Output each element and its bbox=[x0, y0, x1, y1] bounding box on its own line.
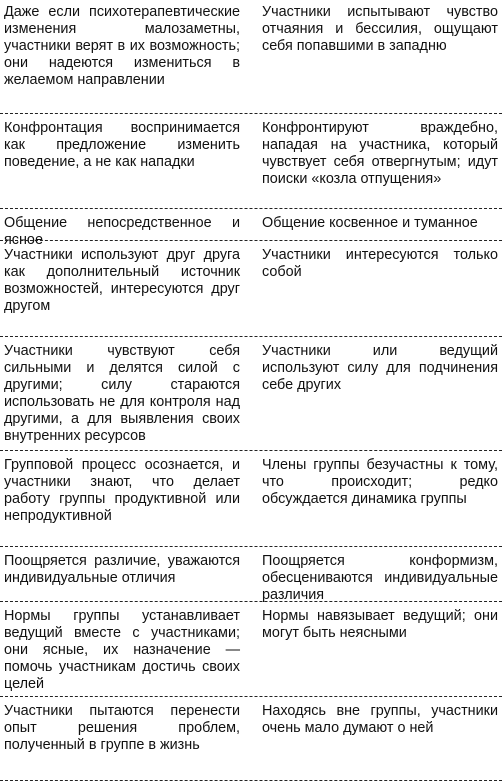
table-row bbox=[0, 114, 502, 209]
left-cell: Конфронтация воспринимается как предложение изменить поведение, а не как нападки bbox=[4, 120, 240, 170]
right-cell: Поощряется конформизм, обесцениваются индивидуальные различия bbox=[262, 553, 498, 603]
right-cell: Участники или ведущий используют силу для подчинения себе других bbox=[262, 343, 498, 393]
left-cell: Участники используют друг друга как дополнительный источник возможностей, интересуются друг другом bbox=[4, 247, 240, 314]
left-cell: Даже если психотерапевтические изменения малозаметны, участники верят в их возможность; они надеются измениться в желаемом направлении bbox=[4, 4, 240, 88]
right-cell: Члены группы безучастны к тому, что происходит; редко обсуждается динамика группы bbox=[262, 457, 498, 507]
left-cell: Участники чувствуют себя сильными и делятся силой с другими; силу стараются использовать не для контроля над другими, а для выявления своих внутренних ресурсов bbox=[4, 343, 240, 444]
table-row bbox=[0, 241, 502, 337]
table-row bbox=[0, 547, 502, 602]
right-cell: Находясь вне группы, участники очень мало думают о ней bbox=[262, 703, 498, 736]
table-row bbox=[0, 602, 502, 697]
right-cell: Конфронтируют враждебно, нападая на участника, который чувствует себя отвергнутым; идут поиски «козла отпущения» bbox=[262, 120, 498, 187]
table-row bbox=[0, 0, 502, 114]
table-row bbox=[0, 697, 502, 781]
right-cell: Участники интересуются только собой bbox=[262, 247, 498, 280]
left-cell: Поощряется различие, уважаются индивидуальные отличия bbox=[4, 553, 240, 586]
left-cell: Участники пытаются перенести опыт решения проблем, полученный в группе в жизнь bbox=[4, 703, 240, 753]
table-row bbox=[0, 209, 502, 248]
table-row bbox=[0, 451, 502, 547]
right-cell: Нормы навязывает ведущий; они могут быть неясными bbox=[262, 608, 498, 641]
left-cell: Групповой процесс осознается, и участники знают, что делает работу группы продуктивной или непродуктивной bbox=[4, 457, 240, 524]
right-cell: Общение косвенное и туманное bbox=[262, 215, 478, 231]
table-row bbox=[0, 337, 502, 451]
left-cell: Общение непосредственное и ясное bbox=[4, 215, 240, 248]
right-cell: Участники испытывают чувство отчаяния и бессилия, ощущают себя попавшими в западню bbox=[262, 4, 498, 54]
left-cell: Нормы группы устанавливает ведущий вместе с участниками; они ясные, их назначение — помочь участникам достичь своих целей bbox=[4, 608, 240, 692]
